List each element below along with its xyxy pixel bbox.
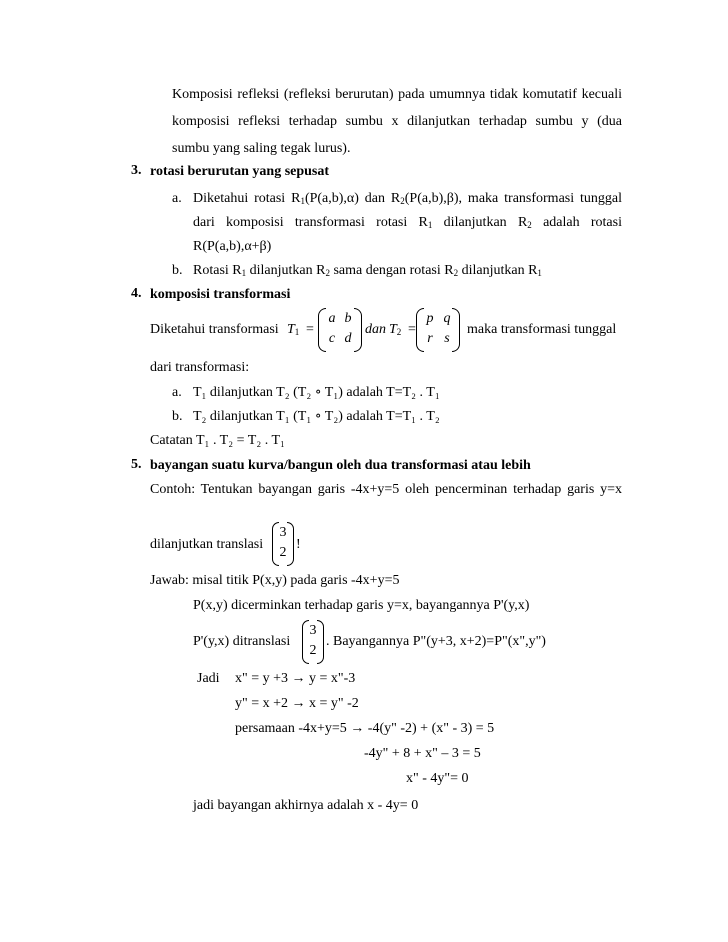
section-4-number: 4. — [131, 286, 142, 301]
m1-a: a — [328, 311, 336, 326]
matrix-t1 — [318, 308, 362, 350]
step-1: P(x,y) dicerminkan terhadap garis y=x, bayangannya P'(y,x) — [193, 598, 530, 613]
m2-q: q — [443, 311, 451, 326]
step-2-suffix: . Bayangannya P"(y+3, x+2)=P"(x",y") — [326, 634, 546, 649]
dari-transformasi: dari transformasi: — [150, 360, 250, 375]
s4-item-b-text: T₂ dilanjutkan T₁ (T₁ ∘ T₂) adalah T=T₁ . T₂ — [193, 409, 440, 424]
section-5-title: bayangan suatu kurva/bangun oleh dua transformasi atau lebih — [150, 458, 531, 473]
translation-vector-1 — [272, 522, 294, 564]
vec1-bottom: 2 — [279, 545, 287, 560]
m2-s: s — [444, 331, 450, 346]
intro-line-3: sumbu yang saling tegak lurus). — [172, 141, 351, 156]
m2-r: r — [427, 331, 433, 346]
section-5-number: 5. — [131, 457, 142, 472]
s4-item-a-text: T₁ dilanjutkan T₂ (T₂ ∘ T₁) adalah T=T₂ . T₁ — [193, 385, 440, 400]
matrix-t2 — [416, 308, 460, 350]
contoh-text: Contoh: Tentukan bayangan garis -4x+y=5 oleh pencerminan terhadap garis y=x — [150, 482, 622, 497]
s4-item-a-label: a. — [172, 385, 182, 400]
s3-item-a-line-2: dari komposisi transformasi rotasi $R_1$ dilanjutkan $R_2$ adalah rotasi — [193, 215, 622, 230]
t1-symbol: $T_1$ — [287, 322, 300, 337]
t2-equals: = — [408, 322, 416, 337]
equation-d: -4y" + 8 + x" – 3 = 5 — [364, 746, 481, 761]
maka-text: maka transformasi tunggal — [467, 322, 617, 337]
equation-b: y" = x +2 → x = y" -2 — [235, 696, 359, 711]
vec2-top: 3 — [309, 623, 317, 638]
section-3-title: rotasi berurutan yang sepusat — [150, 164, 330, 179]
final-answer: jadi bayangan akhirnya adalah x - 4y= 0 — [193, 798, 419, 813]
s3-item-a-line-3: R(P(a,b),α+β) — [193, 239, 272, 254]
dilanjutkan-translasi: dilanjutkan translasi — [150, 537, 264, 552]
s3-item-b-text: Rotasi $R_1$ dilanjutkan $R_2$ sama dengan rotasi $R_2$ dilanjutkan $R_1$ — [193, 263, 542, 278]
equation-a: x" = y +3 → y = x"-3 — [235, 671, 356, 686]
dan-text: dan — [365, 322, 386, 337]
step-2-prefix: P'(y,x) ditranslasi — [193, 634, 291, 649]
translation-vector-2 — [302, 620, 324, 662]
m1-c: c — [328, 331, 336, 346]
s3-item-a-label: a. — [172, 191, 182, 206]
section-3-number: 3. — [131, 163, 142, 178]
catatan: Catatan T₁ . T₂ = T₂ . T₁ — [150, 433, 285, 448]
s4-item-b-label: b. — [172, 409, 183, 424]
equation-e: x" - 4y"= 0 — [406, 771, 469, 786]
m2-p: p — [426, 311, 434, 326]
t2-symbol: $T_2$ — [389, 322, 402, 337]
jadi-label: Jadi — [197, 671, 220, 686]
exclamation: ! — [296, 537, 301, 552]
vec2-bottom: 2 — [309, 643, 317, 658]
m1-d: d — [344, 331, 352, 346]
m1-b: b — [344, 311, 352, 326]
t1-equals: = — [306, 322, 314, 337]
intro-line-2: komposisi refleksi terhadap sumbu x dilanjutkan terhadap sumbu y (dua — [172, 114, 622, 129]
vec1-top: 3 — [279, 525, 287, 540]
equation-c: persamaan -4x+y=5 → -4(y" -2) + (x" - 3) = 5 — [235, 721, 495, 736]
s3-item-a-line-1: Diketahui rotasi $R_1(P(a,b),\alpha)$ dan $R_2(P(a,b),\beta)$, maka transformasi tunggal — [193, 191, 622, 206]
s4-known-label: Diketahui transformasi — [150, 322, 279, 337]
s3-item-b-label: b. — [172, 263, 183, 278]
intro-line-1: Komposisi refleksi (refleksi berurutan) pada umumnya tidak komutatif kecuali — [172, 87, 622, 102]
jawab-text: Jawab: misal titik P(x,y) pada garis -4x+y=5 — [150, 573, 400, 588]
section-4-title: komposisi transformasi — [150, 287, 291, 302]
